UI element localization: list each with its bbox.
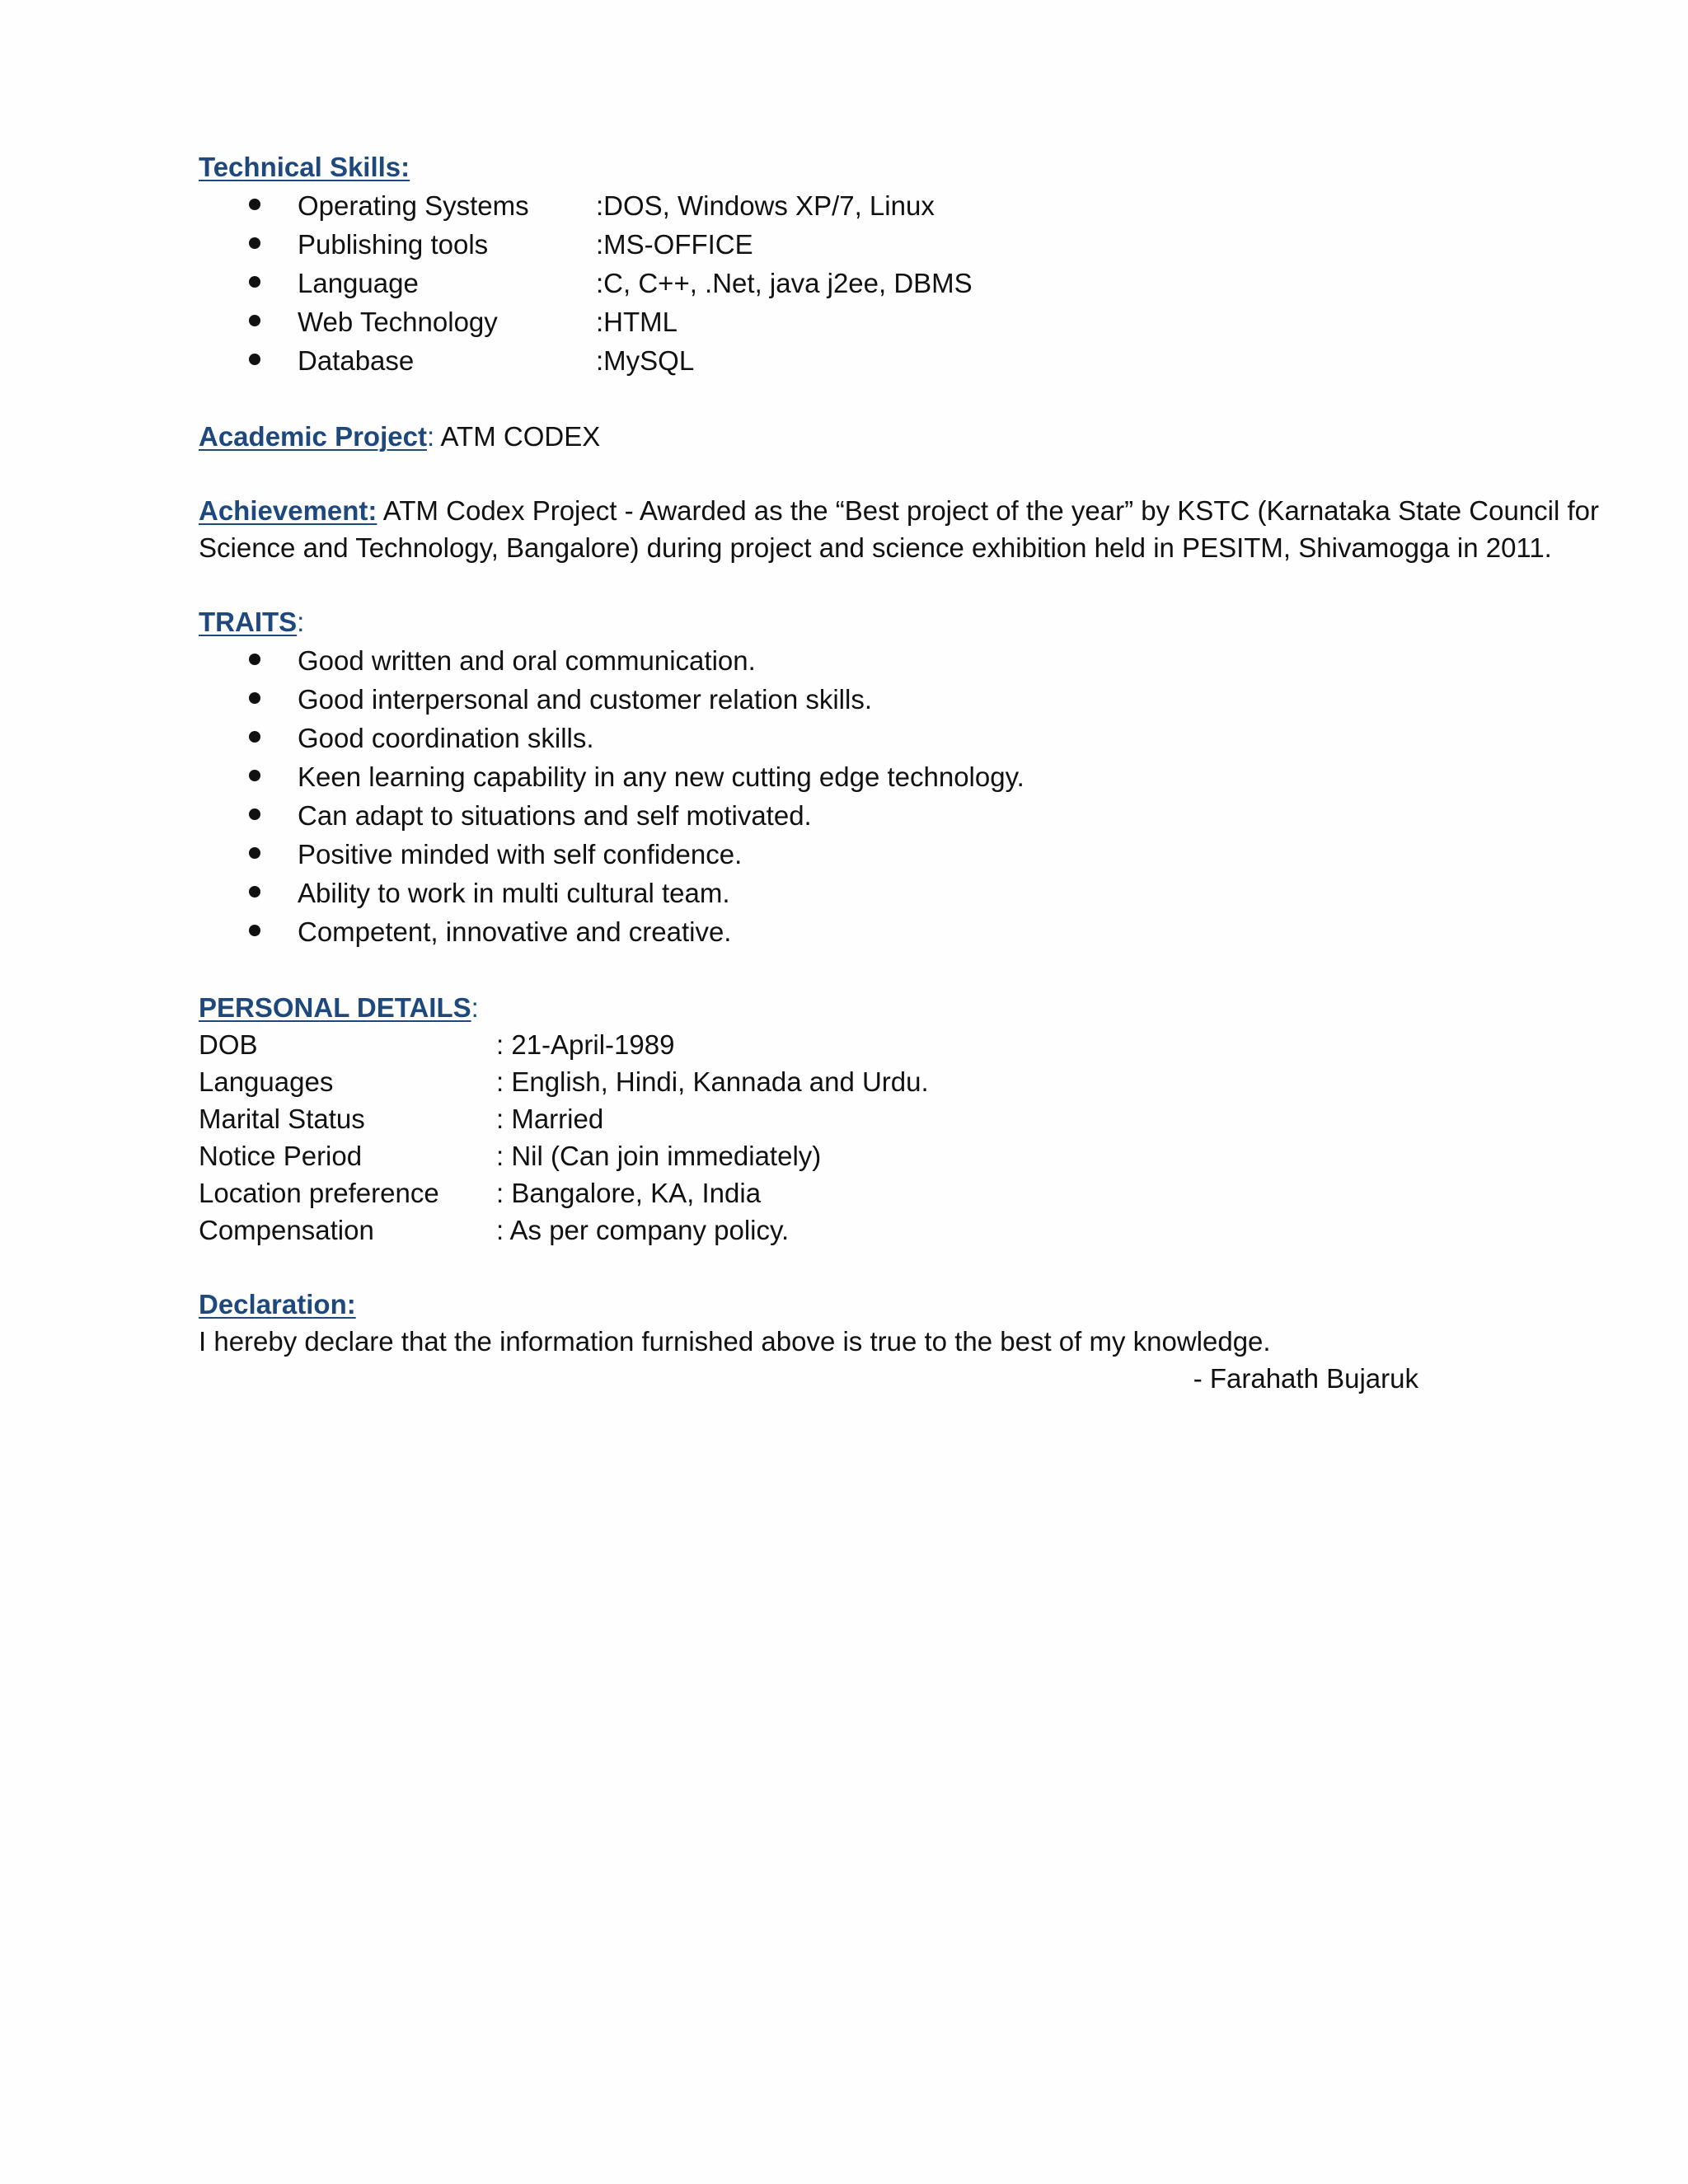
bullet-icon (249, 654, 260, 665)
skill-value: :MySQL (596, 345, 695, 376)
trait-item: Good interpersonal and customer relation skills. (298, 684, 873, 715)
personal-details-heading-line (199, 991, 479, 1024)
detail-value: : Married (496, 1104, 604, 1134)
trait-item: Ability to work in multi cultural team. (298, 878, 730, 908)
bullet-icon (249, 808, 260, 820)
bullet-icon (249, 354, 260, 365)
achievement-line-1 (199, 494, 1599, 527)
trait-item: Good coordination skills. (298, 723, 594, 753)
skill-value: :HTML (596, 307, 678, 337)
personal-details-separator: : (471, 992, 479, 1023)
detail-value: : Nil (Can join immediately) (496, 1141, 822, 1171)
skill-value: :MS-OFFICE (596, 229, 753, 260)
trait-item: Competent, innovative and creative. (298, 916, 732, 947)
achievement-heading: Achievement: (199, 495, 377, 526)
declaration-text: I hereby declare that the information furnished above is true to the best of my knowledge. (199, 1326, 1271, 1357)
signature: - Farahath Bujaruk (1193, 1363, 1418, 1394)
detail-value: : As per company policy. (496, 1215, 790, 1245)
academic-project-value: ATM CODEX (434, 421, 601, 452)
trait-item: Can adapt to situations and self motivated. (298, 800, 812, 831)
academic-project-line (199, 420, 600, 453)
trait-item: Keen learning capability in any new cutting edge technology. (298, 762, 1025, 792)
academic-project-heading: Academic Project (199, 421, 427, 452)
detail-value: : English, Hindi, Kannada and Urdu. (496, 1066, 929, 1097)
detail-label: Location preference (199, 1178, 439, 1208)
bullet-icon (249, 847, 260, 859)
bullet-icon (249, 276, 260, 288)
detail-label: Marital Status (199, 1104, 365, 1134)
bullet-icon (249, 315, 260, 326)
detail-value: : Bangalore, KA, India (496, 1178, 762, 1208)
skill-value: :DOS, Windows XP/7, Linux (596, 190, 935, 221)
trait-item: Good written and oral communication. (298, 645, 756, 676)
trait-item: Positive minded with self confidence. (298, 839, 743, 869)
bullet-icon (249, 731, 260, 743)
bullet-icon (249, 692, 260, 704)
bullet-icon (249, 199, 260, 210)
bullet-icon (249, 237, 260, 249)
technical-skills-heading: Technical Skills: (199, 152, 410, 182)
detail-label: Notice Period (199, 1141, 363, 1171)
skill-label: Operating Systems (298, 190, 529, 221)
bullet-icon (249, 886, 260, 898)
traits-separator: : (297, 607, 305, 637)
achievement-text-1: ATM Codex Project - Awarded as the “Best project of the year” by KSTC (Karnataka State Council for (377, 495, 1600, 526)
skill-label: Web Technology (298, 307, 498, 337)
traits-heading: TRAITS (199, 607, 298, 637)
skill-label: Database (298, 345, 415, 376)
bullet-icon (249, 925, 260, 936)
declaration-heading: Declaration: (199, 1289, 356, 1319)
detail-label: Compensation (199, 1215, 374, 1245)
academic-project-separator: : (426, 421, 435, 452)
bullet-icon (249, 770, 260, 781)
detail-label: Languages (199, 1066, 334, 1097)
achievement-line-2: Science and Technology, Bangalore) during project and science exhibition held in PESITM, Shivamogga in 2011. (199, 532, 1552, 563)
skill-value: :C, C++, .Net, java j2ee, DBMS (596, 268, 973, 298)
traits-heading-line (199, 606, 304, 639)
detail-label: DOB (199, 1029, 258, 1060)
detail-value: : 21-April-1989 (496, 1029, 675, 1060)
skill-label: Language (298, 268, 419, 298)
personal-details-heading: PERSONAL DETAILS (199, 992, 471, 1023)
skill-label: Publishing tools (298, 229, 489, 260)
